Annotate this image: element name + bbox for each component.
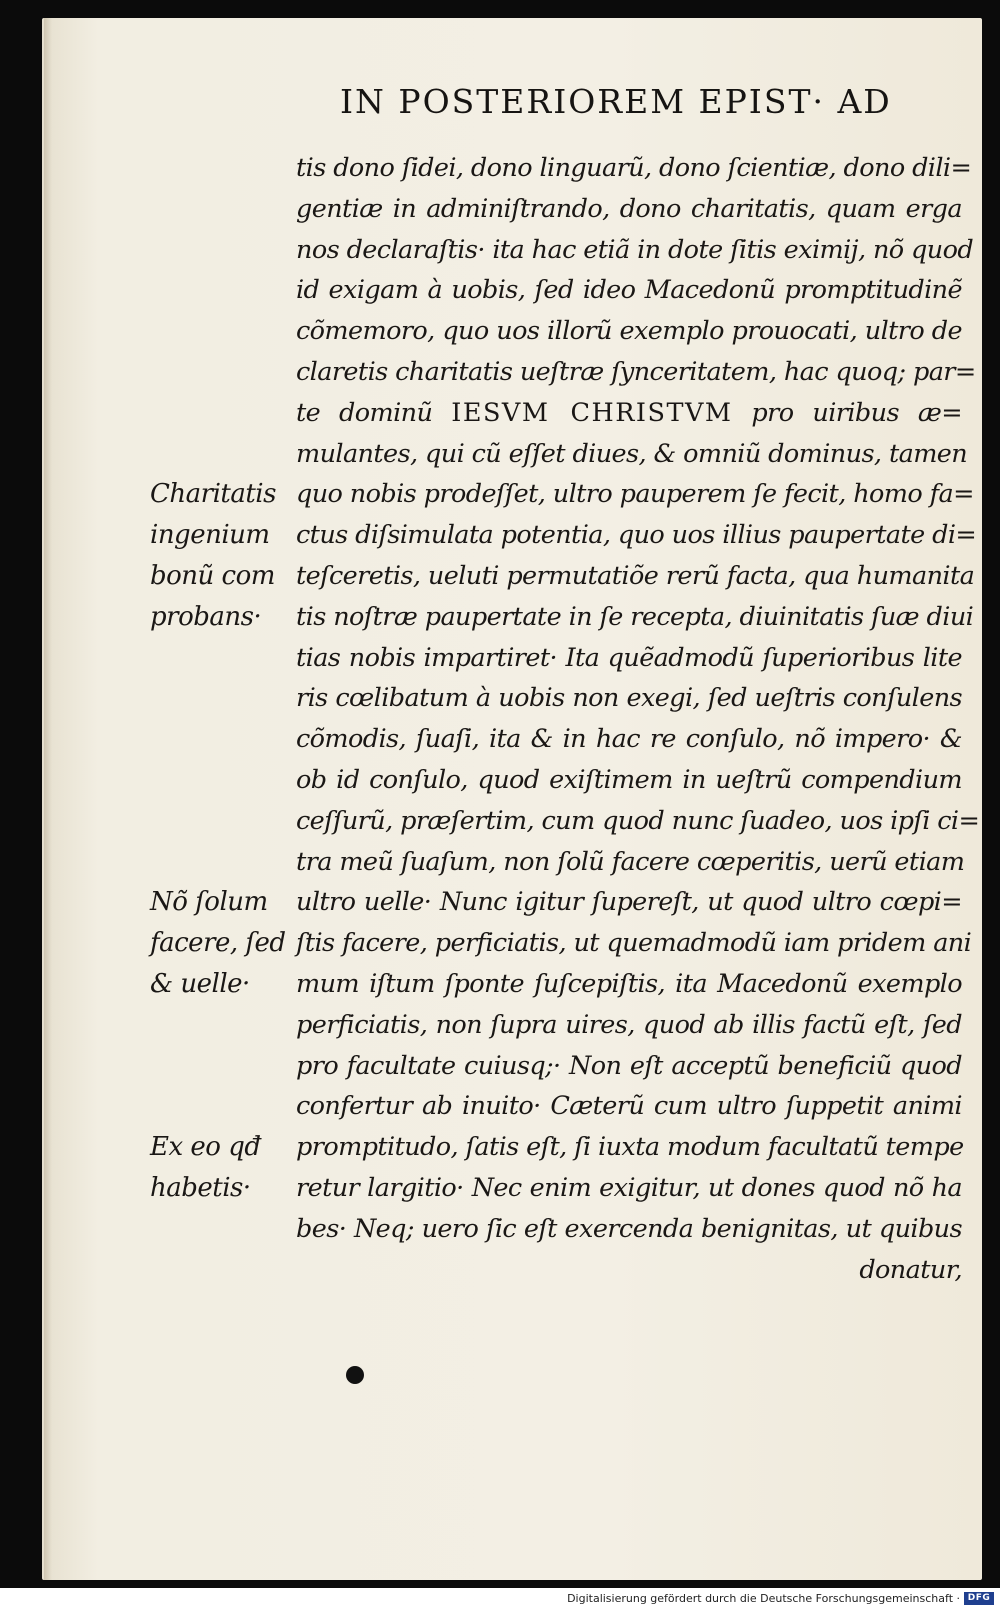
text-line-segment: pro uiribus æ= xyxy=(732,397,963,428)
dfg-logo: DFG xyxy=(964,1592,994,1605)
text-line: bes· Neq; uero ſic eſt exercenda benignitas, ut quibus xyxy=(296,1213,962,1244)
text-line: ultro uelle· Nunc igitur ſupereſt, ut quod ultro cœpi= xyxy=(296,887,962,918)
marginal-note: habetis· xyxy=(150,1173,251,1203)
text-line: tis dono ſidei, dono linguarũ, dono ſcientiæ, dono dili= xyxy=(296,153,972,183)
text-line: tra meũ ſuaſum, non ſolũ facere cœperitis, uerũ etiam xyxy=(296,846,965,877)
text-line: gentiæ in adminiſtrando, dono charitatis, quam erga xyxy=(296,193,962,224)
text-line: ctus diſsimulata potentia, quo uos illius paupertate di= xyxy=(296,520,977,551)
text-line: retur largitio· Nec enim exigitur, ut dones quod nõ ha xyxy=(296,1173,962,1203)
text-line: teſceretis, ueluti permutatiõe rerũ facta, qua humanita xyxy=(296,561,975,591)
text-line: donatur, xyxy=(859,1254,962,1285)
text-line: perficiatis, non ſupra uires, quod ab illis factũ eſt, ſed xyxy=(296,1009,962,1040)
running-head: IN POSTERIOREM EPIST· AD xyxy=(340,82,892,121)
text-line: nos declaraſtis· ita hac etiã in dote ſitis eximij, nõ quod xyxy=(296,234,974,265)
marginal-note: probans· xyxy=(150,601,262,632)
text-line: pro facultate cuiusq;· Non eſt acceptũ beneficiũ quod xyxy=(296,1050,962,1081)
text-line: tias nobis impartiret· Ita quẽadmodũ ſuperioribus lite xyxy=(296,642,962,673)
text-line: promptitudo, ſatis eſt, ſi iuxta modum facultatũ tempe xyxy=(296,1132,964,1163)
text-line: claretis charitatis ueſtræ ſynceritatem, hac quoq; par= xyxy=(296,357,976,387)
text-line: tis noſtræ paupertate in ſe recepta, diuinitatis ſuæ diui xyxy=(296,601,974,632)
text-line: id exigam à uobis, ſed ideo Macedonũ promptitudinẽ xyxy=(296,275,962,306)
text-line: ris cœlibatum à uobis non exegi, ſed ueſtris conſulens xyxy=(296,683,962,714)
text-line: quo nobis prodeſſet, ultro pauperem ſe fecit, homo fa= xyxy=(296,479,974,510)
marginal-note: Nõ ſolum xyxy=(150,887,268,918)
text-line-segment: te dominũ xyxy=(296,397,452,428)
digitization-footer xyxy=(0,1588,1000,1611)
marginal-note: bonũ com xyxy=(150,561,275,591)
marginal-note: & uelle· xyxy=(150,969,250,999)
text-line: ſtis facere, perficiatis, ut quemadmodũ iam pridem ani xyxy=(296,928,972,959)
text-line-caps: IESVM CHRISTVM xyxy=(451,397,733,428)
text-line: ceſſurũ, præſertim, cum quod nunc ſuadeo, uos ipſi ci= xyxy=(296,805,980,836)
page-gutter-shadow xyxy=(44,18,52,1580)
text-line: mulantes, qui cũ eſſet diues, & omniũ dominus, tamen xyxy=(296,438,968,469)
text-line: cõmodis, ſuaſi, ita & in hac re conſulo, nõ impero· & xyxy=(296,724,962,755)
footer-credit: Digitalisierung gefördert durch die Deutsche Forschungsgemeinschaft · xyxy=(567,1592,960,1605)
marginal-note: Charitatis xyxy=(150,479,276,510)
marginal-note: facere, ſed xyxy=(150,928,286,959)
text-line: cõmemoro, quo uos illorũ exemplo prouocati, ultro de xyxy=(296,316,962,347)
text-line: mum iſtum ſponte ſuſcepiſtis, ita Macedonũ exemplo xyxy=(296,969,962,999)
text-line xyxy=(296,393,962,433)
text-line: confertur ab inuito· Cæterũ cum ultro ſuppetit animi xyxy=(296,1091,962,1122)
marginal-note: ingenium xyxy=(150,520,270,551)
text-line: ob id conſulo, quod exiſtimem in ueſtrũ compendium xyxy=(296,765,962,795)
marginal-note: Ex eo qđ xyxy=(150,1132,261,1163)
ink-dot xyxy=(346,1366,364,1384)
